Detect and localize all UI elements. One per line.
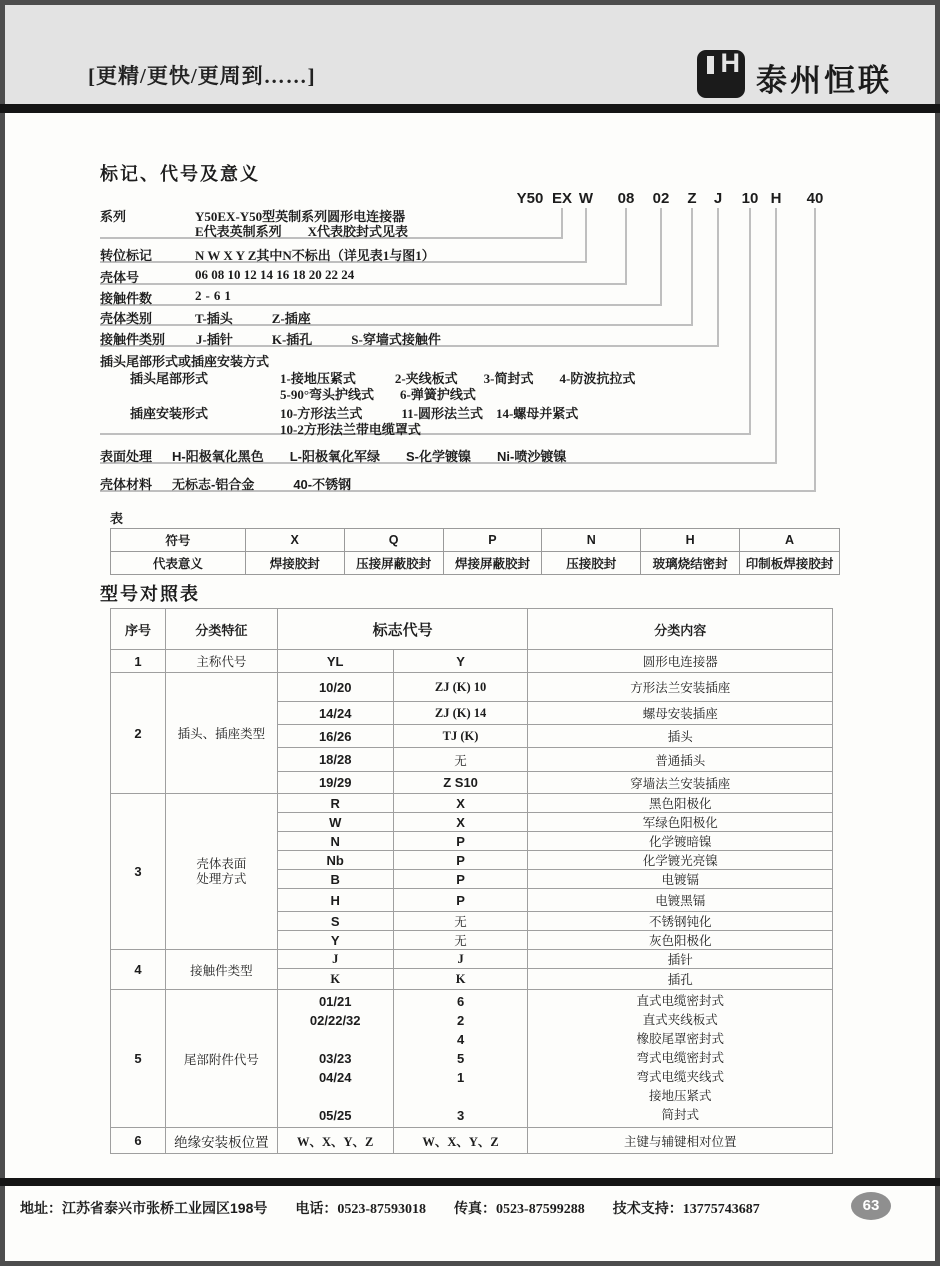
cell-mark1: J — [277, 950, 393, 969]
footer-phone-label: 电话： — [295, 1200, 338, 1216]
model-table-title: 型号对照表 — [100, 584, 200, 604]
cell-content: 主键与辅键相对位置 — [528, 1128, 833, 1154]
code-part-z: Z — [687, 190, 697, 207]
cell-mark1: 19/29 — [277, 772, 393, 794]
tail-code: 02/22/32 — [309, 1013, 361, 1028]
code-part-h: H — [770, 190, 782, 207]
cell-content: 插孔 — [528, 969, 833, 990]
code-part-10: 10 — [741, 190, 759, 207]
cell-feature-line1: 壳体表面 — [196, 856, 247, 871]
cell-mark1: Nb — [277, 851, 393, 870]
seal-header-cell: A — [740, 529, 840, 552]
connector-line — [100, 324, 693, 326]
company-logo-icon — [697, 50, 745, 98]
col-header-mark: 标志代号 — [277, 609, 528, 650]
cell-feature: 绝缘安装板位置 — [165, 1128, 277, 1154]
company-name: 泰州恒联 — [756, 63, 892, 98]
cell-feature — [165, 794, 277, 950]
cell-content — [528, 990, 833, 1128]
row-sockmnt-value: 10-方形法兰式 11-圆形法兰式 14-螺母并紧式 — [280, 406, 579, 421]
connector-line — [660, 208, 662, 304]
seal-table — [110, 528, 840, 575]
col-header-content: 分类内容 — [528, 609, 833, 650]
seal-meaning-cell: 印制板焊接胶封 — [740, 552, 840, 575]
row-shellno-label: 壳体号 — [100, 270, 140, 285]
seal-table-caption: 表 — [110, 511, 124, 526]
tail-mark — [394, 1087, 528, 1106]
tail-code — [278, 1087, 393, 1106]
cell-content: 黑色阳极化 — [528, 794, 833, 813]
table-row — [111, 1128, 833, 1154]
tail-mark: 2 — [456, 1013, 465, 1028]
footer-fax: 0523-87599288 — [496, 1202, 585, 1217]
cell-mark2: P — [393, 889, 528, 912]
row-shellcls-label: 壳体类别 — [100, 311, 153, 326]
seal-header-cell: H — [641, 529, 740, 552]
code-part-j: J — [713, 190, 723, 207]
cell-content: 方形法兰安装插座 — [528, 673, 833, 702]
cell-no: 1 — [111, 650, 166, 673]
cell-mark2: 无 — [393, 748, 528, 772]
table-row — [111, 673, 833, 702]
cell-mark1: 18/28 — [277, 748, 393, 772]
seal-header-cell: Q — [344, 529, 443, 552]
code-part-ex: EX — [551, 190, 573, 207]
footer-phone: 0523-87593018 — [337, 1202, 427, 1217]
tail-content: 直式电缆密封式 — [636, 994, 724, 1008]
col-header-feature: 分类特征 — [165, 609, 277, 650]
cell-mark1: N — [277, 832, 393, 851]
row-sockmnt-label: 插座安装形式 — [130, 406, 209, 421]
cell-mark1: W、X、Y、Z — [277, 1128, 393, 1154]
cell-mark2: W、X、Y、Z — [393, 1128, 528, 1154]
cell-content: 军绿色阳极化 — [528, 813, 833, 832]
seal-meaning-cell: 焊接屏蔽胶封 — [443, 552, 542, 575]
top-divider-bar — [0, 104, 940, 113]
seal-meaning-cell: 压接胶封 — [542, 552, 641, 575]
cell-mark2: TJ (K) — [393, 725, 528, 748]
row-plugtail-value2: 5-90°弯头护线式 6-弹簧护线式 — [280, 387, 476, 402]
cell-mark1: B — [277, 870, 393, 889]
col-header-no: 序号 — [111, 609, 166, 650]
logo-l-notch — [707, 56, 714, 74]
cell-content: 穿墙法兰安装插座 — [528, 772, 833, 794]
code-part-w: W — [578, 190, 594, 207]
cell-mark1: H — [277, 889, 393, 912]
table-row — [111, 950, 833, 969]
row-surface-value: H-阳极氧化黑色 L-阳极氧化军绿 S-化学镀镍 Ni-喷沙镀镍 — [172, 449, 567, 464]
connector-line — [749, 208, 751, 433]
cell-content: 化学镀光亮镍 — [528, 851, 833, 870]
seal-meaning-cell: 压接屏蔽胶封 — [344, 552, 443, 575]
row-rotate-value: N W X Y Z其中N不标出（详见表1与图1） — [195, 248, 435, 263]
cell-mark1: W — [277, 813, 393, 832]
row-series-label: 系列 — [100, 209, 127, 224]
model-table-header-row — [111, 609, 833, 650]
row-material-label: 壳体材料 — [100, 477, 153, 492]
tail-mark: 5 — [456, 1051, 465, 1066]
cell-mark2: P — [393, 832, 528, 851]
cell-content: 电镀镉 — [528, 870, 833, 889]
footer-support: 13775743687 — [682, 1202, 760, 1217]
connector-line — [691, 208, 693, 324]
cell-content: 插针 — [528, 950, 833, 969]
cell-content: 电镀黑镉 — [528, 889, 833, 912]
row-contcls-value: J-插针 K-插孔 S-穿墙式接触件 — [196, 332, 441, 347]
cell-mark1: 10/20 — [277, 673, 393, 702]
seal-meaning-cell: 焊接胶封 — [245, 552, 344, 575]
cell-mark2: Y — [393, 650, 528, 673]
seal-meaning-cell: 玻璃烧结密封 — [641, 552, 740, 575]
seal-meaning-cell: 代表意义 — [111, 552, 246, 575]
tail-content: 弯式电缆密封式 — [636, 1051, 724, 1065]
cell-mark1: YL — [277, 650, 393, 673]
connector-line — [585, 208, 587, 261]
row-series-value2: E代表英制系列 X代表胶封式见表 — [195, 224, 409, 239]
tail-code: 03/23 — [318, 1051, 352, 1066]
cell-mark2 — [393, 990, 528, 1128]
tail-content: 直式夹线板式 — [642, 1013, 718, 1027]
cell-mark1: 16/26 — [277, 725, 393, 748]
page-number-badge: 63 — [851, 1192, 891, 1220]
cell-no: 3 — [111, 794, 166, 950]
seal-header-cell: P — [443, 529, 542, 552]
table-row — [111, 794, 833, 813]
cell-content: 插头 — [528, 725, 833, 748]
row-series-value: Y50EX-Y50型英制系列圆形电连接器 — [195, 209, 406, 224]
cell-mark1: 14/24 — [277, 702, 393, 725]
tail-mark: 3 — [456, 1108, 465, 1123]
seal-table-meaning-row — [111, 552, 840, 575]
tail-mark: 4 — [456, 1032, 465, 1047]
seal-header-cell: X — [245, 529, 344, 552]
logo-monogram: H — [720, 48, 740, 78]
cell-mark2: 无 — [393, 931, 528, 950]
row-shellcls-value: T-插头 Z-插座 — [195, 311, 311, 326]
row-plugtail-label: 插头尾部形式 — [130, 371, 209, 386]
connector-line — [100, 433, 751, 435]
bottom-divider-bar — [0, 1178, 940, 1186]
cell-content: 圆形电连接器 — [528, 650, 833, 673]
cell-mark2: P — [393, 870, 528, 889]
header-slogan: [更精/更快/更周到……] — [88, 64, 316, 88]
code-part-02: 02 — [652, 190, 670, 207]
seal-table-header-row — [111, 529, 840, 552]
cell-content: 普通插头 — [528, 748, 833, 772]
row-contacts-value: 2-61 — [195, 288, 235, 303]
row-material-value: 无标志-铝合金 40-不锈钢 — [172, 477, 352, 492]
tail-content: 橡胶尾罩密封式 — [636, 1032, 724, 1046]
row-shellno-value: 06 08 10 12 14 16 18 20 22 24 — [195, 267, 355, 282]
table-row — [111, 990, 833, 1128]
tail-code — [278, 1030, 393, 1049]
tail-code: 04/24 — [318, 1070, 352, 1085]
cell-mark1: K — [277, 969, 393, 990]
cell-mark2: X — [393, 813, 528, 832]
cell-feature-line2: 处理方式 — [196, 871, 247, 886]
cell-no: 5 — [111, 990, 166, 1128]
footer-fax-label: 传真： — [454, 1200, 497, 1216]
code-part-y50: Y50 — [516, 190, 544, 207]
cell-mark1 — [277, 990, 393, 1128]
footer-info — [20, 1198, 760, 1218]
footer-address-label: 地址： — [20, 1200, 62, 1216]
row-tailhead-label: 插头尾部形式或插座安装方式 — [100, 354, 270, 369]
row-contacts-label: 接触件数 — [100, 291, 153, 306]
connector-line — [100, 283, 627, 285]
row-sockmnt-value2: 10-2方形法兰带电缆罩式 — [280, 422, 421, 437]
cell-feature: 尾部附件代号 — [165, 990, 277, 1128]
cell-mark2: ZJ (K) 14 — [393, 702, 528, 725]
row-surface-label: 表面处理 — [100, 449, 153, 464]
tail-content: 简封式 — [661, 1108, 699, 1122]
tail-mark: 6 — [456, 994, 465, 1009]
cell-mark2: J — [393, 950, 528, 969]
connector-line — [814, 208, 816, 490]
cell-no: 2 — [111, 673, 166, 794]
footer-address: 江苏省泰兴市张桥工业园区198号 — [62, 1200, 268, 1216]
model-table — [110, 608, 833, 1154]
connector-line — [561, 208, 563, 237]
marking-section-title: 标记、代号及意义 — [100, 164, 260, 184]
cell-mark2: Z S10 — [393, 772, 528, 794]
cell-mark2: 无 — [393, 912, 528, 931]
row-plugtail-value: 1-接地压紧式 2-夹线板式 3-简封式 4-防波抗拉式 — [280, 371, 636, 386]
cell-mark2: K — [393, 969, 528, 990]
tail-content: 弯式电缆夹线式 — [636, 1070, 724, 1084]
tail-content: 接地压紧式 — [648, 1089, 712, 1103]
cell-mark1: S — [277, 912, 393, 931]
cell-mark2: P — [393, 851, 528, 870]
seal-header-cell: N — [542, 529, 641, 552]
cell-feature: 主称代号 — [165, 650, 277, 673]
cell-mark1: R — [277, 794, 393, 813]
tail-code: 05/25 — [318, 1108, 352, 1123]
footer-support-label: 技术支持： — [612, 1200, 683, 1216]
row-rotate-label: 转位标记 — [100, 248, 153, 263]
connector-line — [100, 304, 662, 306]
cell-feature: 接触件类型 — [165, 950, 277, 990]
cell-content: 化学镀暗镍 — [528, 832, 833, 851]
code-part-40: 40 — [806, 190, 824, 207]
cell-content: 螺母安装插座 — [528, 702, 833, 725]
cell-mark2: ZJ (K) 10 — [393, 673, 528, 702]
connector-line — [717, 208, 719, 345]
cell-no: 6 — [111, 1128, 166, 1154]
cell-content: 不锈钢钝化 — [528, 912, 833, 931]
cell-content: 灰色阳极化 — [528, 931, 833, 950]
cell-feature: 插头、插座类型 — [165, 673, 277, 794]
seal-header-cell: 符号 — [111, 529, 246, 552]
tail-code: 01/21 — [318, 994, 352, 1009]
code-part-08: 08 — [617, 190, 635, 207]
connector-line — [775, 208, 777, 462]
cell-mark1: Y — [277, 931, 393, 950]
row-contcls-label: 接触件类别 — [100, 332, 166, 347]
cell-no: 4 — [111, 950, 166, 990]
connector-line — [625, 208, 627, 283]
tail-mark: 1 — [456, 1070, 465, 1085]
cell-mark2: X — [393, 794, 528, 813]
table-row — [111, 650, 833, 673]
